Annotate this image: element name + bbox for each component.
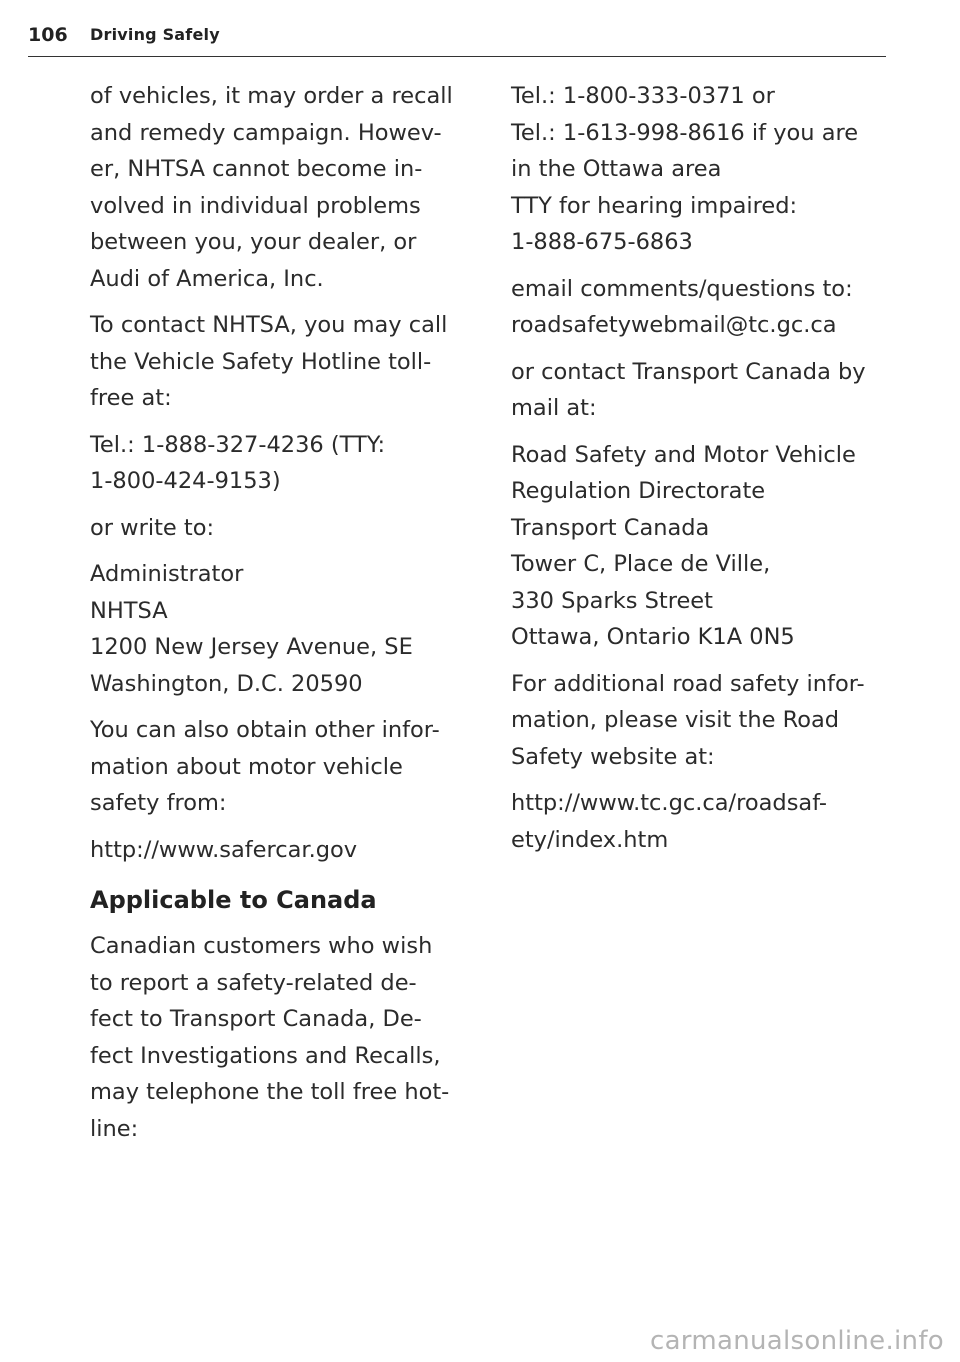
text-line: or write to: xyxy=(90,514,215,541)
safercar-url: http://www.safercar.gov xyxy=(90,836,358,863)
paragraph-contact-mail xyxy=(511,354,891,427)
page-header xyxy=(28,22,886,57)
text-line: NHTSA xyxy=(90,597,168,624)
text-line: the Vehicle Safety Hotline toll- xyxy=(90,348,432,375)
text-line: Tel.: 1-888-327-4236 (TTY: xyxy=(90,431,386,458)
text-line: to report a safety-related de- xyxy=(90,969,417,996)
paragraph-canada-phones xyxy=(511,78,891,261)
page-number: 106 xyxy=(28,24,68,46)
text-line: between you, your dealer, or xyxy=(90,229,417,255)
paragraph-address xyxy=(90,556,470,702)
text-line: Road Safety and Motor Vehicle xyxy=(511,441,856,468)
text-line: er, NHTSA cannot become in- xyxy=(90,156,423,182)
canada-heading: Applicable to Canada xyxy=(90,886,377,914)
paragraph-additional-info xyxy=(511,666,891,776)
text-line: line: xyxy=(90,1115,139,1142)
paragraph-phone xyxy=(90,427,470,500)
text-line: Washington, D.C. 20590 xyxy=(90,670,363,697)
paragraph-tc-url xyxy=(511,785,891,858)
text-line: 1200 New Jersey Avenue, SE xyxy=(90,634,413,660)
right-column xyxy=(511,78,891,868)
paragraph-write-to xyxy=(90,510,470,547)
text-line: Transport Canada xyxy=(511,514,710,541)
text-line: 1-888-675-6863 xyxy=(511,229,693,255)
text-line: in the Ottawa area xyxy=(511,156,722,182)
text-line: fect Investigations and Recalls, xyxy=(90,1042,441,1069)
text-line: email comments/questions to: xyxy=(511,275,853,302)
text-line: may telephone the toll free hot- xyxy=(90,1079,450,1105)
text-line: fect to Transport Canada, De- xyxy=(90,1006,422,1032)
text-line: Administrator xyxy=(90,561,244,587)
paragraph-canada-address xyxy=(511,437,891,656)
text-line: Canadian customers who wish xyxy=(90,933,433,959)
section-title: Driving Safely xyxy=(90,25,220,44)
text-line: safety from: xyxy=(90,790,227,816)
text-line: You can also obtain other infor- xyxy=(90,717,440,743)
tc-url-line: ety/index.htm xyxy=(511,826,669,853)
text-line: 330 Sparks Street xyxy=(511,587,713,614)
text-line: mail at: xyxy=(511,395,597,421)
tc-url-line: http://www.tc.gc.ca/roadsaf- xyxy=(511,790,828,816)
paragraph-email xyxy=(511,271,891,344)
text-line: mation about motor vehicle xyxy=(90,753,403,780)
text-line: Tel.: 1-613-998-8616 if you are xyxy=(511,119,859,146)
text-line: To contact NHTSA, you may call xyxy=(90,312,448,338)
left-column xyxy=(90,78,470,1157)
paragraph-recall xyxy=(90,78,470,297)
text-line: 1-800-424-9153) xyxy=(90,468,281,494)
paragraph-contact-nhtsa xyxy=(90,307,470,417)
text-line: free at: xyxy=(90,385,172,411)
text-line: Tel.: 1-800-333-0371 or xyxy=(511,83,775,109)
text-line: For additional road safety infor- xyxy=(511,670,865,697)
text-line: Audi of America, Inc. xyxy=(90,265,324,292)
text-line: Regulation Directorate xyxy=(511,478,766,504)
text-line: and remedy campaign. Howev- xyxy=(90,119,442,146)
text-line: TTY for hearing impaired: xyxy=(511,192,798,219)
text-line: mation, please visit the Road xyxy=(511,707,840,733)
paragraph-canadian-customers xyxy=(90,928,470,1147)
paragraph-url xyxy=(90,832,470,869)
watermark: carmanualsonline.info xyxy=(649,1326,944,1356)
text-line: Safety website at: xyxy=(511,743,715,770)
text-line: Ottawa, Ontario K1A 0N5 xyxy=(511,624,795,650)
text-line: volved in individual problems xyxy=(90,192,421,219)
text-line: or contact Transport Canada by xyxy=(511,358,866,385)
email-address: roadsafetywebmail@tc.gc.ca xyxy=(511,312,837,338)
text-line: of vehicles, it may order a recall xyxy=(90,83,453,109)
text-line: Tower C, Place de Ville, xyxy=(511,551,771,577)
paragraph-other-info xyxy=(90,712,470,822)
